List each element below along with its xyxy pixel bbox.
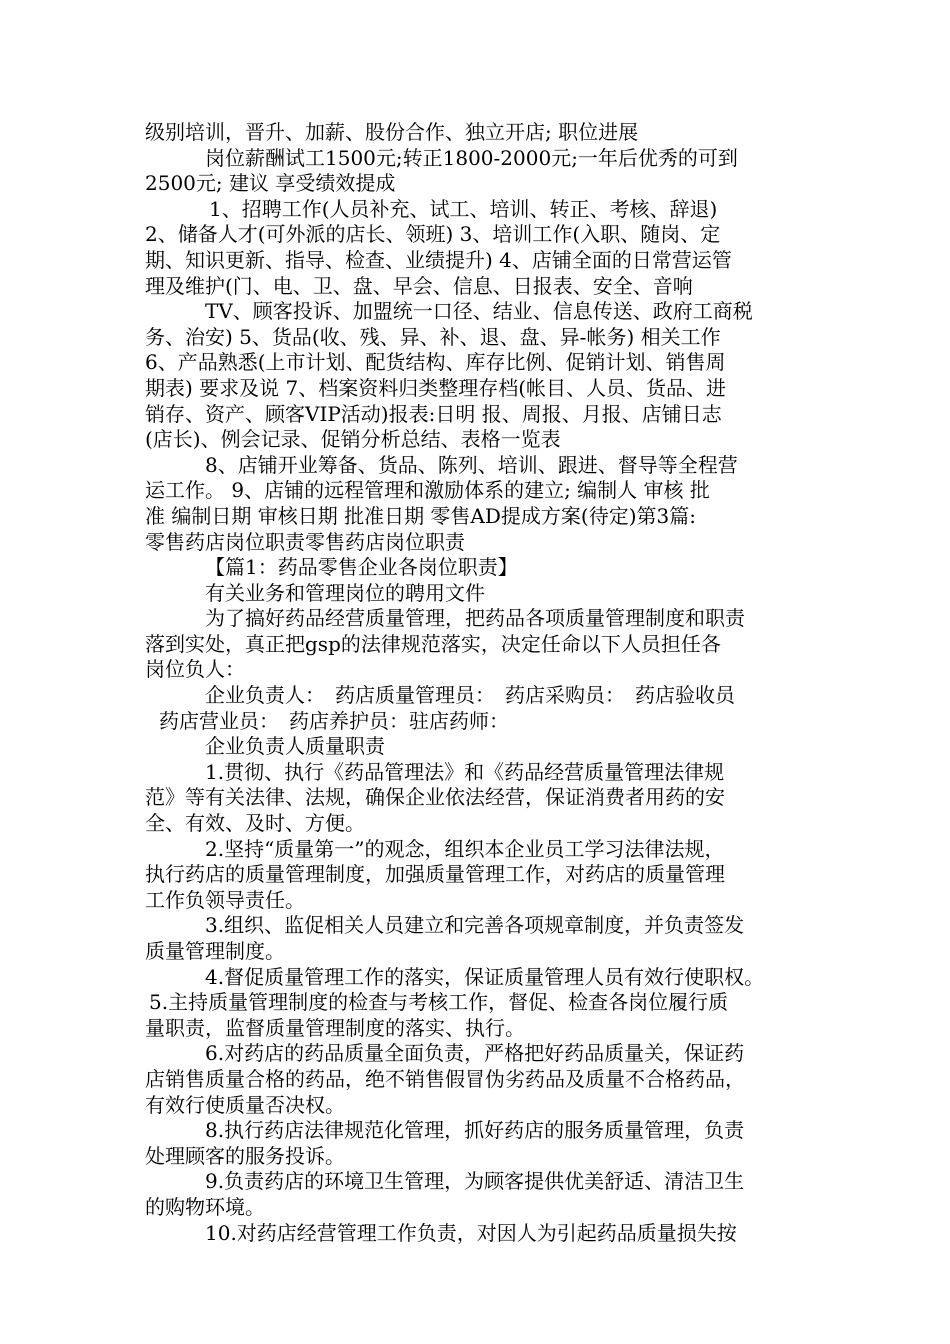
document-body [145,120,810,1246]
text-line: TV、顾客投诉、加盟统一口径、结业、信息传送、政府工商税 [205,299,753,324]
text-line: 期、知识更新、指导、检查、业绩提升) 4、店铺全面的日常营运管 [145,247,732,272]
text-line: 6.对药店的药品质量全面负责，严格把好药品质量关，保证药 [205,1041,745,1066]
text-line: 运工作。 9、店铺的远程管理和激励体系的建立; 编制人 审核 批 [145,478,710,503]
text-line: 9.负责药店的环境卫生管理，为顾客提供优美舒适、清洁卫生 [205,1169,745,1194]
text-line: 1.贯彻、执行《药品管理法》和《药品经营质量管理法律规 [205,759,725,784]
text-line: 工作负领导责任。 [145,887,305,912]
text-line: 的购物环境。 [145,1194,265,1219]
text-line: 落到实处，真正把gsp的法律规范落实，决定任命以下人员担任各 [145,631,721,656]
text-line: 务、治安) 5、货品(收、残、异、补、退、盘、异-帐务) 相关工作 [145,324,721,349]
text-line: 准 编制日期 审核日期 批准日期 零售AD提成方案(待定)第3篇: [145,503,696,528]
text-line: 10.对药店经营管理工作负责，对因人为引起药品质量损失按 [205,1220,737,1245]
text-line: 处理顾客的服务投诉。 [145,1143,345,1168]
text-line: 8、店铺开业筹备、货品、陈列、培训、跟进、督导等全程营 [205,452,738,477]
text-line: 全、有效、及时、方便。 [145,811,365,836]
text-line: 2.坚持“质量第一”的观念，组织本企业员工学习法律法规， [205,836,725,861]
text-line: 量职责，监督质量管理制度的落实、执行。 [145,1015,525,1040]
text-line: 期表) 要求及说 7、档案资料归类整理存档(帐目、人员、货品、进 [145,375,727,400]
text-line: 范》等有关法律、法规，确保企业依法经营，保证消费者用药的安 [145,785,725,810]
text-line: 5.主持质量管理制度的检查与考核工作，督促、检查各岗位履行质 [149,990,729,1015]
text-line: 质量管理制度。 [145,939,285,963]
text-line: 企业负责人质量职责 [205,734,385,759]
text-line: 为了搞好药品经营质量管理，把药品各项质量管理制度和职责 [205,606,745,631]
text-line: 8.执行药店法律规范化管理，抓好药店的服务质量管理，负责 [205,1118,745,1143]
text-line: 4.督促质量管理工作的落实，保证质量管理人员有效行使职权。 [205,964,765,989]
text-line: 岗位负人： [145,657,245,682]
text-line: 2500元; 建议 享受绩效提成 [145,171,396,196]
text-line: 销存、资产、顾客VIP活动)报表:日明 报、周报、月报、店铺日志 [145,401,722,426]
text-line: 企业负责人： 药店质量管理员： 药店采购员： 药店验收员 [205,683,735,708]
text-line: 理及维护(门、电、卫、盘、早会、信息、日报表、安全、音响 [145,273,693,298]
text-line: 2、储备人才(可外派的店长、领班) 3、培训工作(入职、随岗、定 [145,222,721,247]
text-line: 有关业务和管理岗位的聘用文件 [205,580,485,605]
text-line: 零售药店岗位职责零售药店岗位职责 [145,529,465,554]
text-line: 3.组织、监促相关人员建立和完善各项规章制度，并负责签发 [205,913,745,938]
text-line: (店长)、例会记录、促销分析总结、表格一览表 [145,427,561,452]
text-line: 1、招聘工作(人员补充、试工、培训、转正、考核、辞退) [209,196,718,221]
text-line: 级别培训，晋升、加薪、股份合作、独立开店; 职位进展 [145,120,639,144]
text-line: 执行药店的质量管理制度，加强质量管理工作，对药店的质量管理 [145,862,725,887]
text-line: 店销售质量合格的药品，绝不销售假冒伪劣药品及质量不合格药品， [145,1066,745,1091]
section-heading: 【篇1：药品零售企业各岗位职责】 [205,555,518,580]
text-line: 有效行使质量否决权。 [145,1092,345,1117]
text-line: 岗位薪酬试工1500元;转正1800-2000元;一年后优秀的可到 [205,145,738,170]
text-line: 药店营业员： 药店养护员：驻店药师： [159,708,509,733]
text-line: 6、产品熟悉(上市计划、配货结构、库存比例、促销计划、销售周 [145,350,726,375]
